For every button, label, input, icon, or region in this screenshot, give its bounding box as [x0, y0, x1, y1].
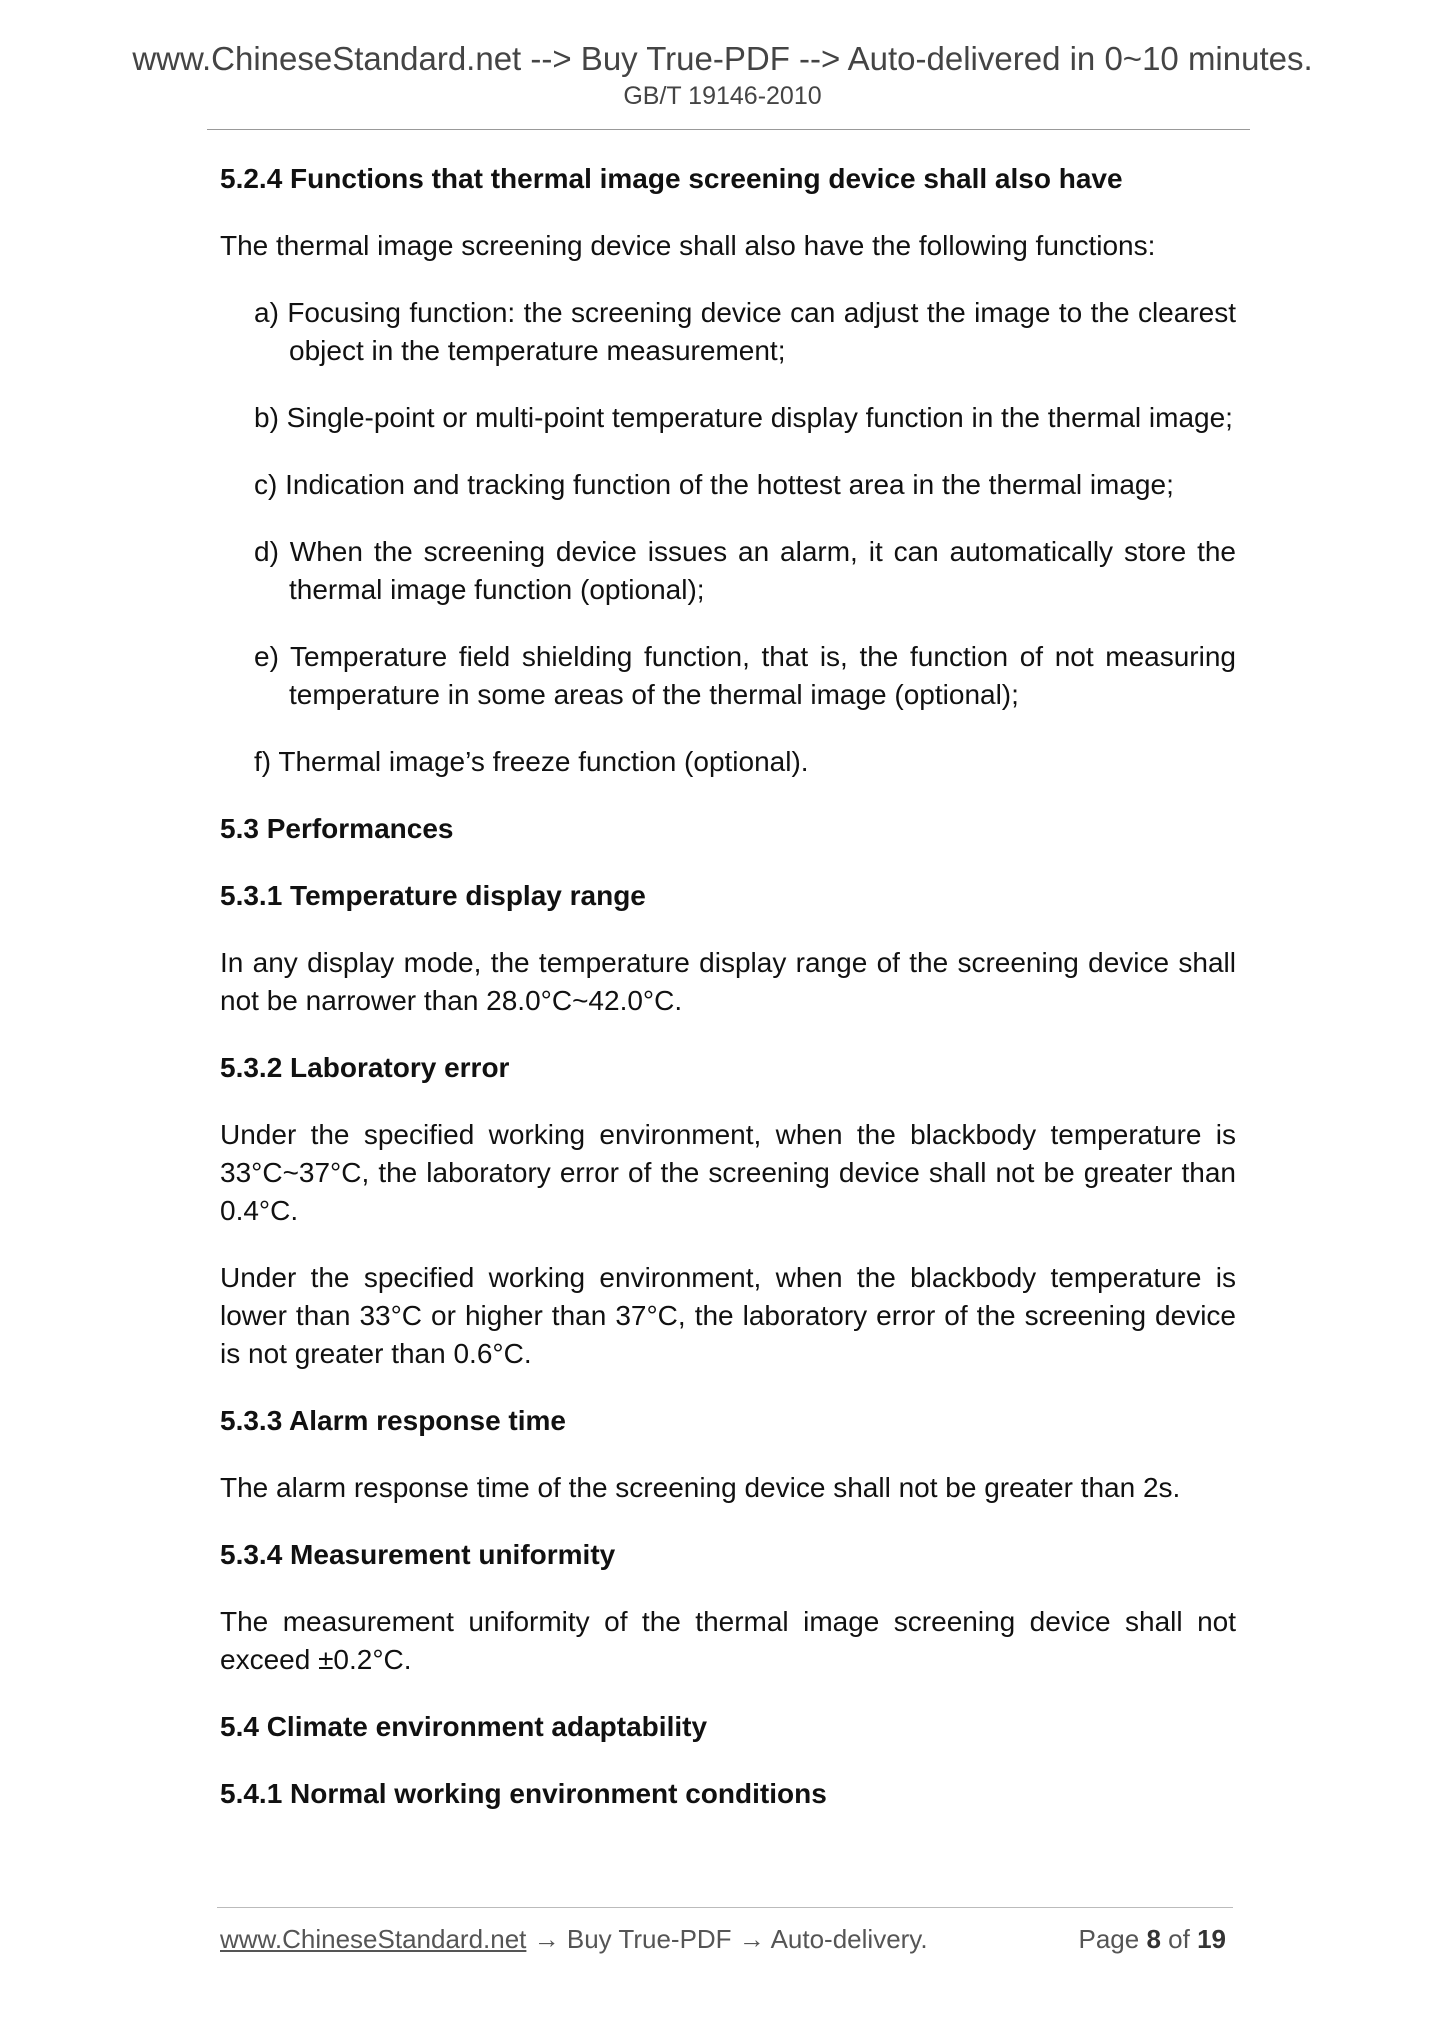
paragraph: In any display mode, the temperature display range of the screening device shall not be narrower than 28.0°C~42.0°C. — [220, 947, 1236, 1016]
paragraph: Under the specified working environment, when the blackbody temperature is 33°C~37°C, the laboratory error of the screening device shall not be greater than 0.4°C. — [220, 1119, 1236, 1226]
footer-divider — [217, 1907, 1233, 1908]
page-total: 19 — [1197, 1924, 1226, 1954]
section-heading-5-4-1: 5.4.1 Normal working environment conditions — [220, 1778, 827, 1809]
list-item: e) Temperature field shielding function, that is, the function of not measuring temperature in some areas of the thermal image (optional); — [254, 641, 1236, 710]
section-heading-5-3: 5.3 Performances — [220, 813, 454, 844]
list-item: c) Indication and tracking function of the hottest area in the thermal image; — [254, 469, 1174, 500]
footer-link[interactable]: www.ChineseStandard.net — [220, 1924, 527, 1954]
list-item: d) When the screening device issues an alarm, it can automatically store the thermal image function (optional); — [254, 536, 1236, 605]
paragraph: The alarm response time of the screening device shall not be greater than 2s. — [220, 1472, 1181, 1503]
header-divider — [207, 129, 1250, 130]
section-heading-5-2-4: 5.2.4 Functions that thermal image screening device shall also have — [220, 163, 1123, 194]
list-item: a) Focusing function: the screening device can adjust the image to the clearest object in the temperature measurement; — [254, 297, 1236, 366]
page-indicator — [1078, 1924, 1226, 1955]
section-heading-5-4: 5.4 Climate environment adaptability — [220, 1711, 708, 1742]
paragraph: The thermal image screening device shall also have the following functions: — [220, 230, 1156, 261]
footer-text: → Buy True-PDF → Auto-delivery. — [526, 1924, 928, 1954]
paragraph: The measurement uniformity of the thermal image screening device shall not exceed ±0.2°C. — [220, 1606, 1236, 1675]
list-item: f) Thermal image’s freeze function (optional). — [254, 746, 809, 777]
page-label: Page — [1078, 1924, 1140, 1954]
standard-number: GB/T 19146-2010 — [623, 82, 822, 110]
header-banner: www.ChineseStandard.net --> Buy True-PDF --> Auto-delivered in 0~10 minutes. — [132, 40, 1313, 77]
of-label: of — [1168, 1924, 1190, 1954]
paragraph: Under the specified working environment, when the blackbody temperature is lower than 33°C or higher than 37°C, the laboratory error of the screening device is not greater than 0.6°C. — [220, 1262, 1236, 1369]
section-heading-5-3-2: 5.3.2 Laboratory error — [220, 1052, 510, 1083]
section-heading-5-3-1: 5.3.1 Temperature display range — [220, 880, 646, 911]
list-item: b) Single-point or multi-point temperature display function in the thermal image; — [254, 402, 1233, 433]
section-heading-5-3-4: 5.3.4 Measurement uniformity — [220, 1539, 616, 1570]
page-number: 8 — [1146, 1924, 1161, 1954]
page-content — [220, 160, 1236, 1813]
section-heading-5-3-3: 5.3.3 Alarm response time — [220, 1405, 567, 1436]
page-footer — [220, 1924, 1236, 1955]
